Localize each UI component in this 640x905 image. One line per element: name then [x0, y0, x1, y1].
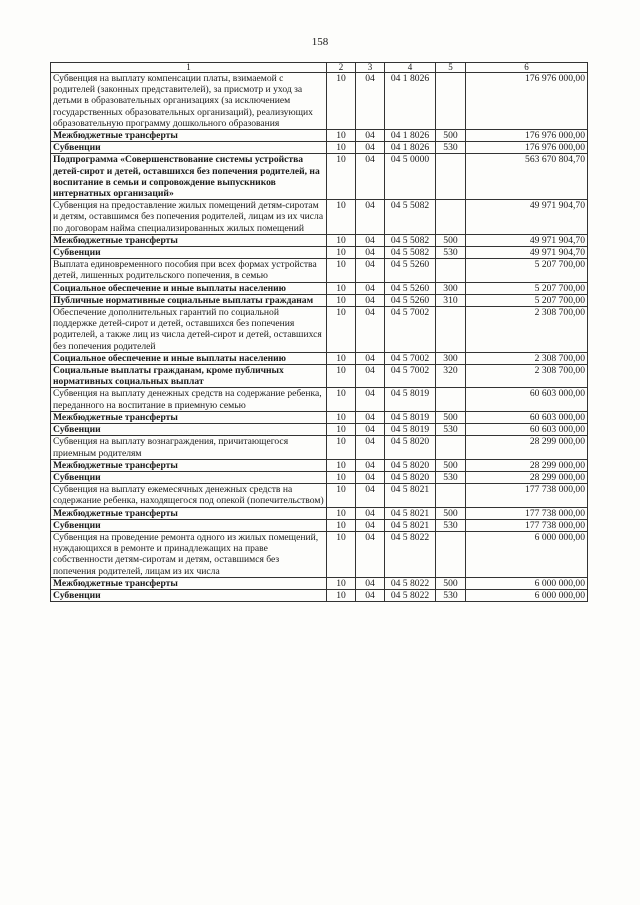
row-section: 10 — [327, 519, 356, 531]
row-target-code: 04 5 8019 — [385, 424, 436, 436]
row-expense-type — [436, 73, 466, 130]
row-sum: 28 299 000,00 — [466, 459, 588, 471]
row-subsection: 04 — [356, 388, 385, 411]
row-subsection: 04 — [356, 436, 385, 459]
row-expense-type: 500 — [436, 459, 466, 471]
row-subsection: 04 — [356, 259, 385, 282]
row-sum: 60 603 000,00 — [466, 424, 588, 436]
row-subsection: 04 — [356, 200, 385, 235]
row-section: 10 — [327, 294, 356, 306]
row-target-code: 04 1 8026 — [385, 142, 436, 154]
row-name: Субвенции — [51, 471, 327, 483]
row-sum: 49 971 904,70 — [466, 234, 588, 246]
row-subsection: 04 — [356, 577, 385, 589]
row-expense-type: 500 — [436, 234, 466, 246]
row-sum: 6 000 000,00 — [466, 531, 588, 577]
table-row — [51, 234, 588, 246]
row-subsection: 04 — [356, 411, 385, 423]
row-sum: 176 976 000,00 — [466, 73, 588, 130]
row-section: 10 — [327, 352, 356, 364]
row-section: 10 — [327, 471, 356, 483]
row-sum: 2 308 700,00 — [466, 365, 588, 388]
row-subsection: 04 — [356, 589, 385, 601]
row-target-code: 04 5 8021 — [385, 507, 436, 519]
col-header-type: 5 — [436, 63, 466, 73]
row-expense-type — [436, 484, 466, 507]
row-target-code: 04 5 8020 — [385, 471, 436, 483]
row-name: Межбюджетные трансферты — [51, 234, 327, 246]
table-row — [51, 352, 588, 364]
row-sum: 6 000 000,00 — [466, 577, 588, 589]
row-target-code: 04 1 8026 — [385, 130, 436, 142]
row-name: Выплата единовременного пособия при всех формах устройства детей, лишенных родительского попечения, в семью — [51, 259, 327, 282]
row-subsection: 04 — [356, 471, 385, 483]
row-name: Субвенции — [51, 589, 327, 601]
row-section: 10 — [327, 154, 356, 200]
row-section: 10 — [327, 259, 356, 282]
row-expense-type: 500 — [436, 411, 466, 423]
table-row — [51, 259, 588, 282]
row-sum: 28 299 000,00 — [466, 471, 588, 483]
row-sum: 176 976 000,00 — [466, 130, 588, 142]
row-sum: 6 000 000,00 — [466, 589, 588, 601]
col-header-target: 4 — [385, 63, 436, 73]
row-section: 10 — [327, 365, 356, 388]
row-section: 10 — [327, 436, 356, 459]
row-name: Межбюджетные трансферты — [51, 411, 327, 423]
row-sum: 2 308 700,00 — [466, 352, 588, 364]
row-sum: 5 207 700,00 — [466, 259, 588, 282]
row-expense-type: 320 — [436, 365, 466, 388]
row-sum: 177 738 000,00 — [466, 519, 588, 531]
row-subsection: 04 — [356, 294, 385, 306]
row-target-code: 04 5 7002 — [385, 352, 436, 364]
row-subsection: 04 — [356, 365, 385, 388]
row-expense-type: 300 — [436, 282, 466, 294]
row-name: Субвенции — [51, 519, 327, 531]
row-sum: 49 971 904,70 — [466, 200, 588, 235]
row-name: Субвенции — [51, 142, 327, 154]
row-sum: 60 603 000,00 — [466, 388, 588, 411]
row-subsection: 04 — [356, 282, 385, 294]
row-sum: 5 207 700,00 — [466, 294, 588, 306]
table-row — [51, 411, 588, 423]
table-row — [51, 388, 588, 411]
row-sum: 2 308 700,00 — [466, 307, 588, 353]
table-row — [51, 200, 588, 235]
row-name: Субвенция на выплату ежемесячных денежных средств на содержание ребенка, находящегося под опекой (попечительством) — [51, 484, 327, 507]
table-row — [51, 459, 588, 471]
row-expense-type: 500 — [436, 507, 466, 519]
row-sum: 28 299 000,00 — [466, 436, 588, 459]
table-row — [51, 142, 588, 154]
row-subsection: 04 — [356, 73, 385, 130]
row-name: Социальные выплаты гражданам, кроме публичных нормативных социальных выплат — [51, 365, 327, 388]
row-subsection: 04 — [356, 154, 385, 200]
row-section: 10 — [327, 484, 356, 507]
row-subsection: 04 — [356, 424, 385, 436]
row-sum: 60 603 000,00 — [466, 411, 588, 423]
col-header-subsection: 3 — [356, 63, 385, 73]
table-row — [51, 424, 588, 436]
row-expense-type — [436, 436, 466, 459]
table-row — [51, 294, 588, 306]
header-row — [51, 63, 588, 73]
row-name: Социальное обеспечение и иные выплаты населению — [51, 282, 327, 294]
table-row — [51, 484, 588, 507]
table-row — [51, 531, 588, 577]
table-row — [51, 73, 588, 130]
row-subsection: 04 — [356, 459, 385, 471]
row-expense-type: 530 — [436, 424, 466, 436]
table-row — [51, 436, 588, 459]
row-target-code: 04 5 7002 — [385, 307, 436, 353]
col-header-sum: 6 — [466, 63, 588, 73]
row-name: Межбюджетные трансферты — [51, 507, 327, 519]
row-subsection: 04 — [356, 519, 385, 531]
table-row — [51, 507, 588, 519]
row-expense-type: 530 — [436, 519, 466, 531]
budget-table — [50, 62, 588, 602]
table-row — [51, 365, 588, 388]
row-expense-type: 530 — [436, 471, 466, 483]
row-expense-type: 530 — [436, 142, 466, 154]
row-name: Субвенция на выплату денежных средств на содержание ребенка, переданного на воспитание в приемную семью — [51, 388, 327, 411]
row-target-code: 04 5 5082 — [385, 200, 436, 235]
row-subsection: 04 — [356, 352, 385, 364]
table-row — [51, 307, 588, 353]
row-name: Субвенция на выплату компенсации платы, взимаемой с родителей (законных представителей), за присмотр и уход за детьми в образовательных организациях (за исключением государственных образовательных организаций), реализующих образовательную программу дошкольного образования — [51, 73, 327, 130]
row-target-code: 04 5 5260 — [385, 282, 436, 294]
row-expense-type — [436, 388, 466, 411]
row-section: 10 — [327, 388, 356, 411]
row-target-code: 04 1 8026 — [385, 73, 436, 130]
row-section: 10 — [327, 589, 356, 601]
row-name: Субвенция на выплату вознаграждения, причитающегося приемным родителям — [51, 436, 327, 459]
row-section: 10 — [327, 234, 356, 246]
row-target-code: 04 5 8019 — [385, 411, 436, 423]
row-name: Социальное обеспечение и иные выплаты населению — [51, 352, 327, 364]
row-name: Субвенция на предоставление жилых помещений детям-сиротам и детям, оставшимся без попечения родителей, лицам из их числа по договорам найма специализированных жилых помещений — [51, 200, 327, 235]
row-expense-type — [436, 154, 466, 200]
row-sum: 5 207 700,00 — [466, 282, 588, 294]
row-target-code: 04 5 8020 — [385, 459, 436, 471]
row-expense-type: 310 — [436, 294, 466, 306]
table-row — [51, 577, 588, 589]
col-header-section: 2 — [327, 63, 356, 73]
table-row — [51, 247, 588, 259]
row-target-code: 04 5 8021 — [385, 519, 436, 531]
row-sum: 49 971 904,70 — [466, 247, 588, 259]
row-section: 10 — [327, 577, 356, 589]
row-subsection: 04 — [356, 531, 385, 577]
row-target-code: 04 5 8021 — [385, 484, 436, 507]
row-subsection: 04 — [356, 234, 385, 246]
row-target-code: 04 5 8020 — [385, 436, 436, 459]
row-subsection: 04 — [356, 307, 385, 353]
row-name: Публичные нормативные социальные выплаты гражданам — [51, 294, 327, 306]
row-section: 10 — [327, 531, 356, 577]
table-row — [51, 154, 588, 200]
row-target-code: 04 5 0000 — [385, 154, 436, 200]
row-sum: 176 976 000,00 — [466, 142, 588, 154]
row-subsection: 04 — [356, 142, 385, 154]
row-target-code: 04 5 5260 — [385, 259, 436, 282]
table-row — [51, 130, 588, 142]
row-target-code: 04 5 5082 — [385, 234, 436, 246]
row-expense-type: 300 — [436, 352, 466, 364]
row-subsection: 04 — [356, 484, 385, 507]
row-expense-type — [436, 259, 466, 282]
row-target-code: 04 5 5260 — [385, 294, 436, 306]
row-section: 10 — [327, 200, 356, 235]
page-number: 158 — [311, 36, 329, 48]
row-name: Межбюджетные трансферты — [51, 459, 327, 471]
row-name: Субвенция на проведение ремонта одного из жилых помещений, нуждающихся в ремонте и принадлежащих на праве собственности детям-сиротам и детям, оставшимся без попечения родителей, лицам из их числа — [51, 531, 327, 577]
row-name: Субвенции — [51, 247, 327, 259]
row-section: 10 — [327, 411, 356, 423]
row-subsection: 04 — [356, 130, 385, 142]
table-row — [51, 282, 588, 294]
row-target-code: 04 5 8022 — [385, 531, 436, 577]
row-target-code: 04 5 5082 — [385, 247, 436, 259]
row-expense-type — [436, 307, 466, 353]
row-sum: 177 738 000,00 — [466, 484, 588, 507]
row-target-code: 04 5 8022 — [385, 577, 436, 589]
table-row — [51, 589, 588, 601]
row-section: 10 — [327, 247, 356, 259]
table-row — [51, 471, 588, 483]
row-subsection: 04 — [356, 247, 385, 259]
row-name: Межбюджетные трансферты — [51, 577, 327, 589]
row-sum: 563 670 804,70 — [466, 154, 588, 200]
row-expense-type: 530 — [436, 247, 466, 259]
row-subsection: 04 — [356, 507, 385, 519]
row-expense-type — [436, 200, 466, 235]
row-name: Подпрограмма «Совершенствование системы устройства детей-сирот и детей, оставшихся без попечения родителей, на воспитание в семьи и сопровождение выпускников интернатных организаций» — [51, 154, 327, 200]
row-expense-type — [436, 531, 466, 577]
row-expense-type: 500 — [436, 577, 466, 589]
col-header-name: 1 — [51, 63, 327, 73]
row-expense-type: 530 — [436, 589, 466, 601]
row-section: 10 — [327, 130, 356, 142]
row-name: Межбюджетные трансферты — [51, 130, 327, 142]
row-target-code: 04 5 8019 — [385, 388, 436, 411]
row-sum: 177 738 000,00 — [466, 507, 588, 519]
row-section: 10 — [327, 307, 356, 353]
row-expense-type: 500 — [436, 130, 466, 142]
row-section: 10 — [327, 73, 356, 130]
row-section: 10 — [327, 507, 356, 519]
row-section: 10 — [327, 459, 356, 471]
row-section: 10 — [327, 424, 356, 436]
table-row — [51, 519, 588, 531]
row-section: 10 — [327, 282, 356, 294]
row-name: Субвенции — [51, 424, 327, 436]
row-target-code: 04 5 7002 — [385, 365, 436, 388]
row-name: Обеспечение дополнительных гарантий по социальной поддержке детей-сирот и детей, оставшихся без попечения родителей, а также лиц из числа детей-сирот и детей, оставшихся без попечения родителей — [51, 307, 327, 353]
row-section: 10 — [327, 142, 356, 154]
row-target-code: 04 5 8022 — [385, 589, 436, 601]
